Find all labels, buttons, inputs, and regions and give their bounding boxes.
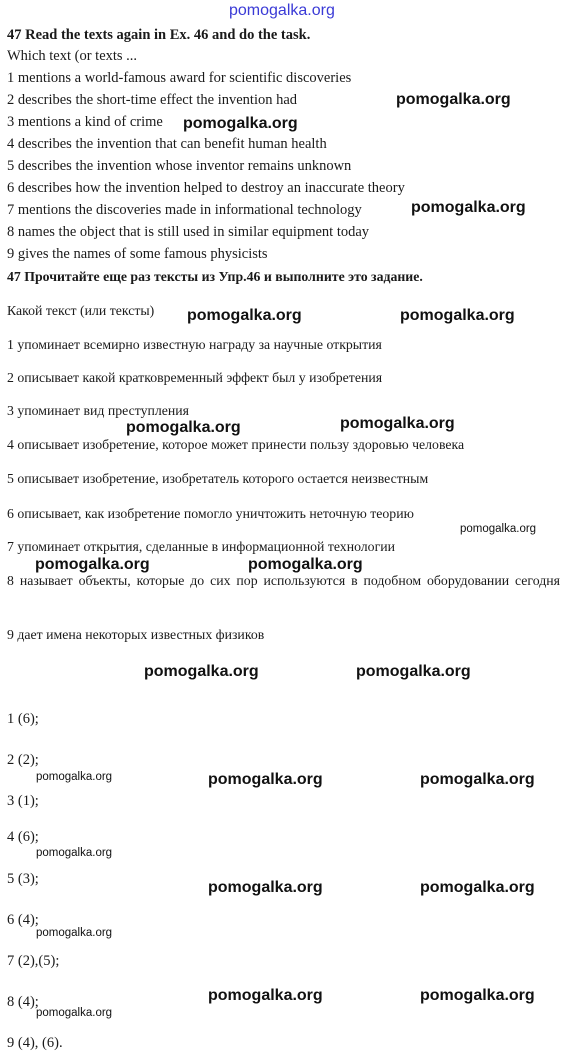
list-item-en: 3 mentions a kind of crime (7, 114, 163, 130)
watermark: pomogalka.org (420, 771, 535, 788)
answer-item: 8 (4); (7, 994, 39, 1010)
exercise-heading-ru: 47 Прочитайте еще раз тексты из Упр.46 и выполните это задание. (7, 269, 423, 284)
answer-item: 3 (1); (7, 793, 39, 809)
answer-item: 7 (2),(5); (7, 953, 60, 969)
watermark: pomogalka.org (396, 91, 511, 108)
answer-item: 9 (4), (6). (7, 1035, 63, 1051)
watermark: pomogalka.org (208, 987, 323, 1004)
answer-item: 2 (2); (7, 752, 39, 768)
list-item-ru: 2 описывает какой кратковременный эффект был у изобретения (7, 370, 383, 385)
list-item-ru: 1 упоминает всемирно известную награду за научные открытия (7, 337, 382, 352)
watermark: pomogalka.org (248, 556, 363, 573)
watermark: pomogalka.org (144, 663, 259, 680)
watermark: pomogalka.org (400, 307, 515, 324)
watermark: pomogalka.org (126, 419, 241, 436)
list-item-en: 6 describes how the invention helped to destroy an inaccurate theory (7, 180, 405, 196)
watermark: pomogalka.org (411, 199, 526, 216)
list-item-en: 2 describes the short-time effect the invention had (7, 92, 298, 108)
list-item-ru: 5 описывает изобретение, изобретатель которого остается неизвестным (7, 471, 429, 486)
list-item-en: 8 names the object that is still used in similar equipment today (7, 224, 370, 240)
watermark: pomogalka.org (208, 879, 323, 896)
watermark: pomogalka.org (460, 523, 537, 535)
list-item-en: 7 mentions the discoveries made in informational technology (7, 202, 362, 218)
list-item-ru: 8 называет объекты, которые до сих пор используются в подобном оборудовании сегодня (7, 573, 560, 588)
list-item-ru: 4 описывает изобретение, которое может принести пользу здоровью человека (7, 437, 465, 452)
answer-item: 6 (4); (7, 912, 39, 928)
answer-item: 4 (6); (7, 829, 39, 845)
watermark: pomogalka.org (208, 771, 323, 788)
watermark: pomogalka.org (356, 663, 471, 680)
exercise-heading-en: 47 Read the texts again in Ex. 46 and do the task. (7, 27, 311, 43)
watermark: pomogalka.org (420, 987, 535, 1004)
answer-item: 1 (6); (7, 711, 39, 727)
list-item-ru: 6 описывает, как изобретение помогло уничтожить неточную теорию (7, 506, 414, 521)
list-item-en: 5 describes the invention whose inventor remains unknown (7, 158, 352, 174)
exercise-intro-ru: Какой текст (или тексты) (7, 303, 155, 318)
list-item-ru: 7 упоминает открытия, сделанные в информационной технологии (7, 539, 396, 554)
watermark: pomogalka.org (183, 115, 298, 132)
watermark: pomogalka.org (340, 415, 455, 432)
watermark-top: pomogalka.org (229, 2, 335, 19)
list-item-en: 1 mentions a world-famous award for scientific discoveries (7, 70, 352, 86)
watermark: pomogalka.org (36, 771, 113, 783)
watermark: pomogalka.org (420, 879, 535, 896)
watermark: pomogalka.org (35, 556, 150, 573)
answer-item: 5 (3); (7, 871, 39, 887)
watermark: pomogalka.org (36, 927, 113, 939)
watermark: pomogalka.org (36, 1007, 113, 1019)
list-item-en: 9 gives the names of some famous physicists (7, 246, 268, 262)
list-item-en: 4 describes the invention that can benefit human health (7, 136, 327, 152)
list-item-ru: 9 дает имена некоторых известных физиков (7, 627, 265, 642)
list-item-ru: 3 упоминает вид преступления (7, 403, 189, 418)
watermark: pomogalka.org (187, 307, 302, 324)
watermark: pomogalka.org (36, 847, 113, 859)
exercise-intro-en: Which text (or texts ... (7, 48, 138, 64)
